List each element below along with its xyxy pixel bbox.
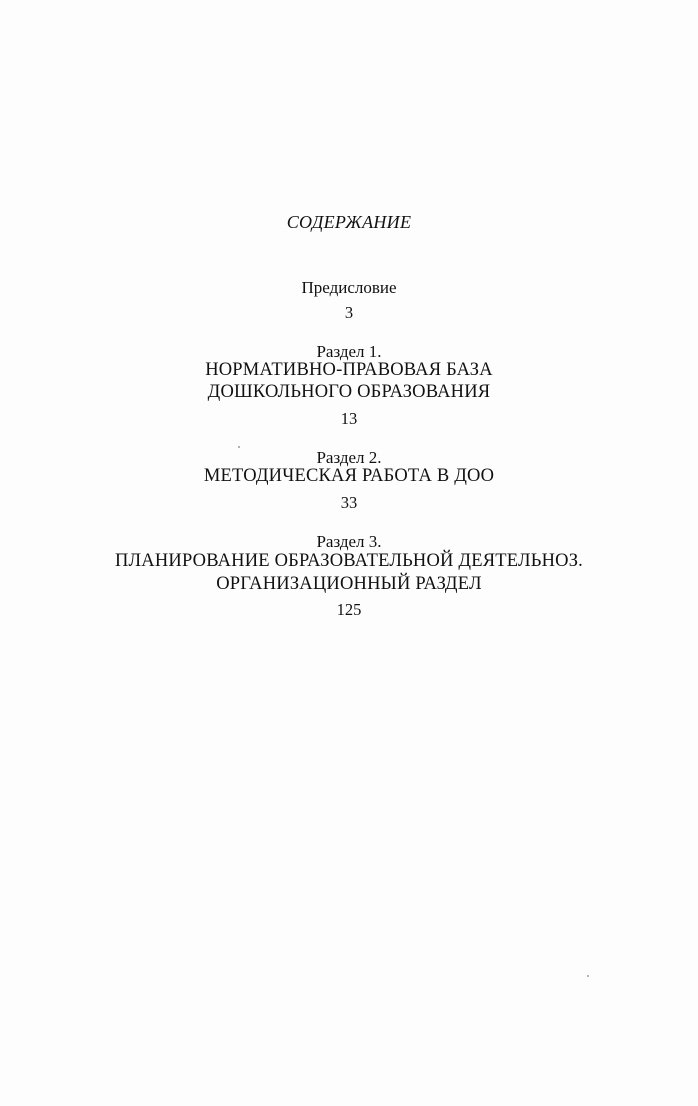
section-2-page-number: 33 [340, 493, 358, 512]
section-1-page-number: 13 [340, 409, 358, 428]
section-3-title-line-2: ОРГАНИЗАЦИОННЫЙ РАЗДЕЛ [216, 574, 482, 594]
section-3-label: Раздел 3. [316, 532, 382, 551]
section-2-title-line-1: МЕТОДИЧЕСКАЯ РАБОТА В ДОО [203, 466, 495, 486]
section-2-label: Раздел 2. [316, 448, 382, 467]
section-3-page-number: 125 [336, 600, 362, 619]
section-1-title-line-1: НОРМАТИВНО-ПРАВОВАЯ БАЗА [205, 360, 493, 380]
section-1-label: Раздел 1. [316, 342, 382, 361]
paper-speck [587, 975, 589, 977]
paper-speck [238, 446, 240, 448]
section-3-title-line-1: ПЛАНИРОВАНИЕ ОБРАЗОВАТЕЛЬНОЙ ДЕЯТЕЛЬНОЗ. [114, 551, 584, 571]
toc-heading: СОДЕРЖАНИЕ [286, 212, 412, 232]
preface-title: Предисловие [301, 278, 397, 297]
section-1-title-line-2: ДОШКОЛЬНОГО ОБРАЗОВАНИЯ [207, 382, 491, 402]
preface-page-number: 3 [344, 303, 354, 322]
